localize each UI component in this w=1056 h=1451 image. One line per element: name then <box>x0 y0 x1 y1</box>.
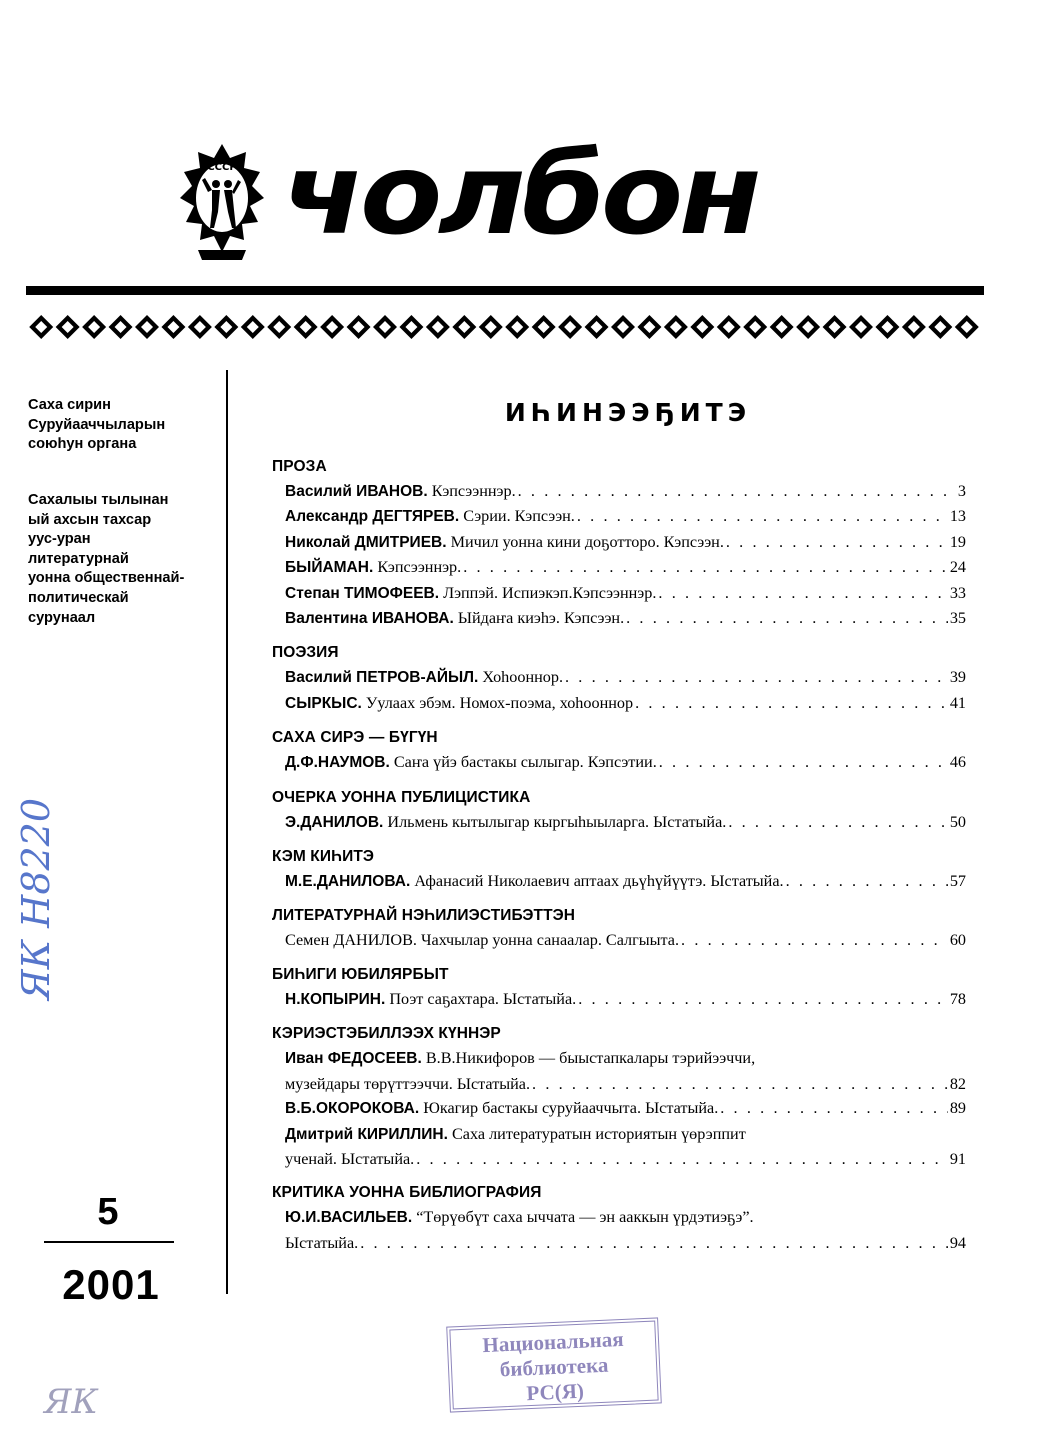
entry-author: Николай ДМИТРИЕВ. <box>285 533 447 551</box>
dot-leader <box>728 810 947 834</box>
entry-page: 13 <box>949 507 966 526</box>
toc-section <box>272 904 966 952</box>
entry-author: Александр ДЕГТЯРЕВ. <box>285 508 460 526</box>
entry-title: Ыстатыйа. <box>285 1233 359 1252</box>
toc-section <box>272 1022 966 1171</box>
toc-section-title: КЭМ КИҺИТЭ <box>272 848 375 866</box>
entry-author: М.Е.ДАНИЛОВА. <box>285 873 411 891</box>
toc-section-title: ЛИТЕРАТУРНАЙ НЭҺИЛИЭСТИБЭТТЭН <box>272 907 576 925</box>
entry-title: музейдары төрүттээччи. Ыстатыйа. <box>285 1074 531 1093</box>
entry-page: 91 <box>949 1149 966 1168</box>
toc-section <box>272 641 966 716</box>
stamp-line: библиотека <box>499 1352 609 1382</box>
toc-section-title: БИҺИГИ ЮБИЛЯРБЫТ <box>272 965 449 983</box>
stamp-line: РС(Я) <box>525 1378 585 1406</box>
toc-entry <box>272 750 966 775</box>
svg-text:СССР: СССР <box>207 162 237 173</box>
entry-title: Лэппэй. Испиэкэп.Кэпсээннэр. <box>443 583 657 602</box>
entry-title: В.В.Никифоров — быыстапкалары тэрийээччи, <box>425 1049 756 1068</box>
toc-section <box>272 845 966 894</box>
entry-page: 35 <box>949 609 966 628</box>
entry-page: 78 <box>949 989 966 1008</box>
entry-page: 89 <box>949 1099 966 1118</box>
entry-title: ученай. Ыстатыйа. <box>285 1149 415 1168</box>
dot-leader <box>720 1096 948 1120</box>
entry-page: 39 <box>949 668 966 687</box>
entry-author: Н.КОПЫРИН. <box>285 990 386 1008</box>
entry-page: 94 <box>949 1233 966 1252</box>
dot-leader <box>726 530 948 554</box>
toc-section-title: ПОЭЗИЯ <box>272 644 339 662</box>
entry-author: Э.ДАНИЛОВ. <box>285 813 384 831</box>
entry-page: 82 <box>949 1074 966 1093</box>
toc-entry <box>272 928 966 952</box>
dot-leader <box>786 869 948 893</box>
entry-author: Степан ТИМОФЕЕВ. <box>285 584 440 602</box>
entry-title: Ильмень кытылыгар кыргыһыыларга. Ыстатыйа. <box>387 812 727 831</box>
entry-title: Уулаах эбэм. Номох-поэма, хоһооннор <box>365 693 634 712</box>
toc-section-title: ОЧЕРКА УОННА ПУБЛИЦИСТИКА <box>272 788 531 806</box>
entry-author: Иван ФЕДОСЕЕВ. <box>285 1050 422 1068</box>
entry-page: 46 <box>949 753 966 772</box>
toc-section <box>272 1181 966 1255</box>
toc-entry <box>272 1205 966 1255</box>
dot-leader <box>635 691 948 715</box>
toc-entry <box>272 504 966 529</box>
handwritten-note: ЯК <box>44 1382 98 1422</box>
entry-author: Василий ИВАНОВ. <box>285 483 428 500</box>
dot-leader <box>565 665 948 689</box>
toc-entry <box>272 1046 966 1096</box>
emblem-icon <box>178 140 266 262</box>
issue-year: 2001 <box>62 1261 160 1308</box>
toc-section <box>272 455 966 631</box>
entry-title: Семен ДАНИЛОВ. Чахчылар уонна санаалар. Салгыыта. <box>285 931 680 950</box>
dot-leader <box>659 750 948 774</box>
magazine-description: Сахалыы тылынан ый ахсын тахсар уус-уран литературнай уонна общественнай- политическай сурунаал <box>28 492 185 626</box>
issue-number: 5 <box>97 1191 119 1233</box>
library-stamp <box>446 1317 662 1412</box>
publisher-organ: Саха сирин Суруйааччыларын союһун органа <box>28 397 166 453</box>
entry-title: Юкагир бастакы суруйааччыта. Ыстатыйа. <box>423 1099 719 1118</box>
entry-author: СЫРКЫС. <box>285 694 362 712</box>
handwritten-shelf-code: ЯК Н8220 <box>14 797 58 1000</box>
toc-section-title: КЭРИЭСТЭБИЛЛЭЭХ КҮННЭР <box>272 1025 501 1043</box>
entry-title: Саҥа үйэ бастакы сылыгар. Кэпсэтии. <box>393 753 657 772</box>
toc-section <box>272 726 966 775</box>
entry-title: Саха литературатын историятын үөрэппит <box>451 1124 746 1143</box>
diamond-ornament <box>28 314 980 340</box>
dot-leader <box>360 1231 948 1255</box>
toc-entry <box>272 479 966 504</box>
entry-title: Поэт саҕахтара. Ыстатыйа. <box>389 989 577 1008</box>
entry-title: “Төрүөбүт саха ыччата — эн ааккын үрдэтиэҕэ”. <box>416 1208 754 1227</box>
entry-page: 60 <box>949 931 966 950</box>
entry-author: Василий ПЕТРОВ-АЙЫЛ. <box>285 669 479 687</box>
entry-page: 57 <box>949 872 966 891</box>
toc-entry <box>272 691 966 716</box>
entry-title: Ыйдаҥа киэһэ. Кэпсээн. <box>457 609 625 628</box>
entry-author: Валентина ИВАНОВА. <box>285 610 454 628</box>
toc-entry <box>272 987 966 1012</box>
entry-page: 24 <box>949 558 966 577</box>
toc-section <box>272 786 966 835</box>
toc-entry <box>272 810 966 835</box>
header-rule <box>26 286 984 295</box>
entry-author: Дмитрий КИРИЛЛИН. <box>285 1125 448 1143</box>
entry-title: Кэпсээннэр. <box>431 482 516 500</box>
stamp-line: Национальная <box>481 1326 625 1358</box>
toc-section <box>272 963 966 1012</box>
entry-page: 33 <box>949 583 966 602</box>
toc-entry <box>272 530 966 555</box>
dot-leader <box>577 504 948 528</box>
entry-author: Ю.И.ВАСИЛЬЕВ. <box>285 1209 413 1227</box>
toc-entry <box>272 1096 966 1121</box>
toc-entry <box>272 555 966 580</box>
entry-author: Д.Ф.НАУМОВ. <box>285 754 390 772</box>
dot-leader <box>532 1072 948 1096</box>
entry-author: В.Б.ОКОРОКОВА. <box>285 1100 420 1118</box>
entry-title: Мичил уонна кини доҕотторо. Кэпсээн. <box>450 532 724 551</box>
toc-section-title: САХА СИРЭ — БҮГҮН <box>272 729 438 747</box>
entry-page: 19 <box>949 532 966 551</box>
toc-entry <box>272 606 966 631</box>
toc-section-title: ПРОЗА <box>272 458 327 475</box>
entry-title: Афанасий Николаевич аптаах дьүһүйүүтэ. Ыстатыйа. <box>414 872 784 891</box>
toc-entry <box>272 665 966 690</box>
entry-author: БЫЙАМАН. <box>285 559 374 577</box>
toc-entry <box>272 581 966 606</box>
column-divider <box>226 370 228 1294</box>
toc-section-title: КРИТИКА УОННА БИБЛИОГРАФИЯ <box>272 1184 542 1202</box>
dot-leader <box>578 987 948 1011</box>
magazine-title: чолбон <box>282 130 758 260</box>
toc-entry <box>272 869 966 894</box>
dot-leader <box>416 1147 948 1171</box>
dot-leader <box>626 606 948 630</box>
contents-title: ИҺИНЭЭҔИТЭ <box>504 398 752 427</box>
entry-title: Хоһооннор. <box>482 668 564 687</box>
entry-page: 50 <box>949 812 966 831</box>
dot-leader <box>518 479 956 503</box>
dot-leader <box>681 928 948 952</box>
entry-title: Кэпсээннэр. <box>377 558 462 577</box>
entry-title: Сэрии. Кэпсээн. <box>463 507 575 526</box>
entry-page: 3 <box>957 482 966 500</box>
dot-leader <box>463 555 948 579</box>
issue-divider <box>44 1241 174 1243</box>
table-of-contents <box>272 455 966 1265</box>
toc-entry <box>272 1122 966 1172</box>
dot-leader <box>658 581 947 605</box>
entry-page: 41 <box>949 693 966 712</box>
